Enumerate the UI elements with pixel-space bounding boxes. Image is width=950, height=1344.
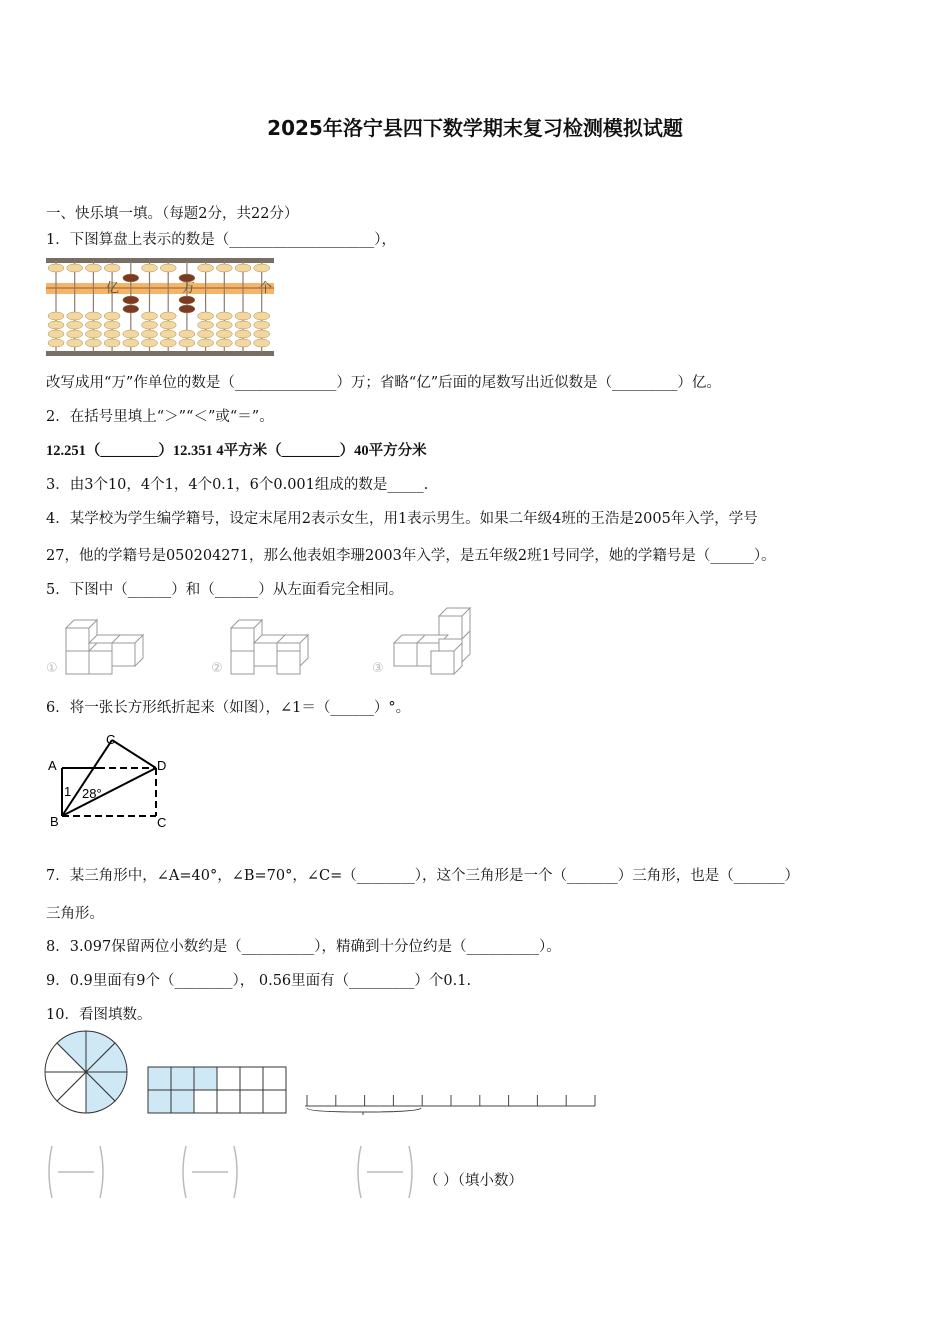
section-heading: 一、快乐填一填。（每题2分，共22分） <box>46 206 299 222</box>
abacus-bead <box>142 321 158 329</box>
abacus-bead <box>104 264 120 272</box>
abacus-bead <box>198 264 214 272</box>
cube-figure-1 <box>66 620 143 674</box>
abacus-bead <box>216 321 232 329</box>
cube-figure-3 <box>394 608 470 674</box>
abacus-bead <box>235 330 251 338</box>
abacus-bead <box>198 312 214 320</box>
abacus-label-wan: 万 <box>182 280 196 295</box>
question-1: 1．下图算盘上表示的数是（____________________）， <box>46 232 396 248</box>
angle-value: 28° <box>82 786 102 801</box>
abacus-bead <box>198 321 214 329</box>
abacus-bead <box>198 339 214 347</box>
grid-cell <box>263 1067 286 1090</box>
abacus-bead <box>179 339 195 347</box>
grid-cell <box>240 1067 263 1090</box>
page-title: 2025年洛宁县四下数学期末复习检测模拟试题 <box>267 116 683 140</box>
abacus-bead <box>216 312 232 320</box>
abacus-bead <box>179 330 195 338</box>
question-9: 9．0.9里面有9个（________）， 0.56里面有（_________）个0.1. <box>46 973 472 989</box>
abacus-bead <box>216 339 232 347</box>
abacus-bead <box>254 264 270 272</box>
abacus-bead <box>160 312 176 320</box>
abacus-bead <box>67 264 83 272</box>
abacus-label-ge: 个 <box>259 280 273 295</box>
cube-figure-2 <box>231 620 308 674</box>
abacus-bead <box>104 312 120 320</box>
abacus-bead <box>85 339 101 347</box>
abacus-bead <box>216 330 232 338</box>
cube-label-1: ① <box>46 660 58 675</box>
abacus-bead <box>104 339 120 347</box>
point-c-top: C <box>106 732 116 747</box>
point-c-bottom: C <box>157 815 167 830</box>
abacus-bead <box>123 274 139 282</box>
grid-cell <box>148 1090 171 1113</box>
abacus-bead <box>67 339 83 347</box>
abacus-bead <box>179 305 195 313</box>
abacus-bead <box>254 321 270 329</box>
abacus-bead <box>160 330 176 338</box>
grid-cell <box>263 1090 286 1113</box>
abacus-bead <box>48 330 64 338</box>
cube-figures <box>44 608 484 680</box>
cube-label-3: ③ <box>372 660 384 675</box>
abacus-bead <box>198 330 214 338</box>
question-7-line1: 7．某三角形中，∠A=40°，∠B=70°，∠C=（________），这个三角形是一个（_______）三角形，也是（_______） <box>46 868 799 884</box>
grid-cell <box>217 1067 240 1090</box>
abacus-bead <box>48 264 64 272</box>
abacus-bead <box>85 321 101 329</box>
question-2-items: 12.251（________）12.351 4平方米（________）40平方分米 <box>46 443 427 459</box>
grid-cell <box>171 1090 194 1113</box>
fraction-circle <box>44 1030 134 1120</box>
question-8: 8．3.097保留两位小数约是（__________），精确到十分位约是（__________）。 <box>46 939 561 955</box>
answer-fraction-3 <box>355 1144 415 1200</box>
abacus-bead <box>142 339 158 347</box>
abacus-bead <box>235 312 251 320</box>
angle-1-mark: 1 <box>64 784 72 799</box>
abacus-bead <box>160 339 176 347</box>
abacus-bead <box>123 296 139 304</box>
abacus-bead <box>142 312 158 320</box>
abacus-bead <box>48 312 64 320</box>
abacus-bead <box>104 321 120 329</box>
abacus-bead <box>85 330 101 338</box>
fraction-grid <box>147 1066 289 1116</box>
abacus-bead <box>142 330 158 338</box>
abacus-bead <box>48 339 64 347</box>
number-line <box>303 1090 603 1120</box>
point-b: B <box>50 814 59 829</box>
grid-cell <box>194 1090 217 1113</box>
abacus-bead <box>254 339 270 347</box>
abacus-bead <box>235 264 251 272</box>
grid-cell <box>148 1067 171 1090</box>
grid-cell <box>240 1090 263 1113</box>
abacus-bead <box>67 321 83 329</box>
point-a: A <box>48 758 57 773</box>
question-6: 6．将一张长方形纸折起来（如图），∠1＝（______）°。 <box>46 700 411 716</box>
abacus-bead <box>235 321 251 329</box>
abacus-bead <box>235 339 251 347</box>
abacus-bead <box>67 312 83 320</box>
abacus-bead <box>254 330 270 338</box>
abacus-bead <box>67 330 83 338</box>
grid-cell <box>194 1067 217 1090</box>
abacus-bead <box>123 305 139 313</box>
question-1-followup: 改写成用“万”作单位的数是（______________）万；省略“亿”后面的尾数写出近似数是（_________）亿。 <box>46 375 721 391</box>
abacus-label-yi: 亿 <box>106 280 120 295</box>
abacus-bead <box>85 312 101 320</box>
grid-cell <box>171 1067 194 1090</box>
abacus-bead <box>254 312 270 320</box>
abacus-bead <box>85 264 101 272</box>
abacus-bead <box>142 264 158 272</box>
question-4-line1: 4．某学校为学生编学籍号，设定末尾用2表示女生，用1表示男生。如果二年级4班的王浩是2005年入学，学号 <box>46 511 758 527</box>
abacus-bottom-rail <box>46 351 274 356</box>
abacus-bead <box>160 321 176 329</box>
answer-fraction-2 <box>180 1144 240 1200</box>
abacus-bead <box>123 330 139 338</box>
point-d: D <box>157 758 167 773</box>
question-3: 3．由3个10，4个1，4个0.1，6个0.001组成的数是_____. <box>46 477 429 493</box>
answer-decimal-prompt: （ ）（填小数） <box>424 1173 523 1189</box>
abacus-bead <box>179 296 195 304</box>
grid-cell <box>217 1090 240 1113</box>
abacus-bead <box>123 339 139 347</box>
abacus-figure <box>46 256 276 360</box>
question-7-line2: 三角形。 <box>46 906 104 922</box>
abacus-bead <box>104 330 120 338</box>
abacus-bead <box>216 264 232 272</box>
folded-paper-figure <box>46 730 186 830</box>
question-5: 5．下图中（______）和（______）从左面看完全相同。 <box>46 582 404 598</box>
question-4-line2: 27，他的学籍号是050204271，那么他表姐李珊2003年入学，是五年级2班1号同学，她的学籍号是（______）。 <box>46 548 776 564</box>
answer-fraction-1 <box>46 1144 106 1200</box>
cube-label-2: ② <box>211 660 223 675</box>
question-2: 2．在括号里填上“＞”“＜”或“＝”。 <box>46 409 274 425</box>
question-10: 10．看图填数。 <box>46 1007 152 1023</box>
abacus-bead <box>48 321 64 329</box>
abacus-top-rail <box>46 258 274 263</box>
abacus-bead <box>160 264 176 272</box>
